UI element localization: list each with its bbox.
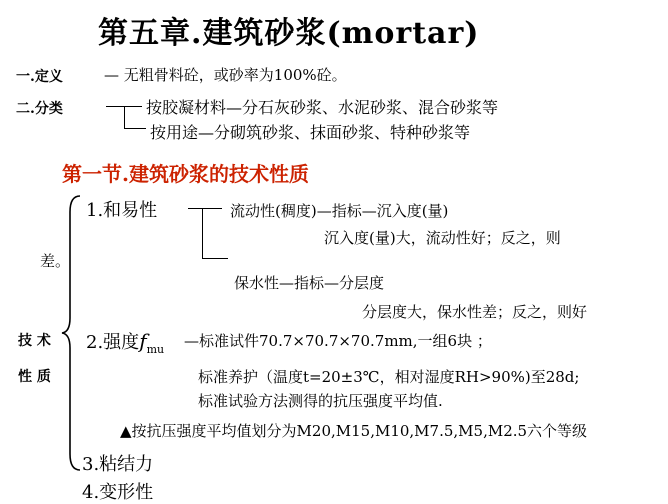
classification-bracket-vertical (124, 106, 125, 128)
water-retention-note: 分层度大，保水性差；反之，则好 (362, 303, 588, 321)
side-label-line2: 性 质 (18, 369, 51, 385)
strength-curing: 标准养护（温度t=20±3℃，相对湿度RH>90%)至28d; (198, 368, 580, 386)
property-deformation: 4.变形性 (82, 482, 154, 503)
workability-bracket-vertical (202, 208, 203, 258)
strength-subscript: mu (146, 343, 165, 356)
fluidity-note-cont: 差。 (40, 252, 71, 270)
water-retention-text: 保水性—指标—分层度 (234, 274, 385, 292)
fluidity-text: 流动性(稠度)—指标—沉入度(量) (230, 202, 449, 220)
properties-brace (58, 192, 86, 474)
strength-specimen: —标准试件70.7×70.7×70.7mm,一组6块 ； (184, 332, 492, 350)
page-title: 第五章.建筑砂浆(mortar) (98, 16, 480, 51)
workability-bracket-bottom (202, 258, 228, 259)
strength-label: 2.强度 (86, 332, 140, 353)
definition-label: 一.定义 (16, 69, 63, 85)
property-workability: 1.和易性 (86, 200, 158, 221)
classification-item-binder: 按胶凝材料—分石灰砂浆、水泥砂浆、混合砂浆等 (146, 98, 499, 117)
property-cohesion: 3.粘结力 (82, 454, 154, 475)
strength-symbol: f (139, 329, 147, 353)
workability-bracket-top (188, 208, 222, 209)
classification-label: 二.分类 (16, 101, 63, 117)
strength-test-method: 标准试验方法测得的抗压强度平均值. (198, 392, 443, 410)
classification-bracket-bottom (124, 128, 146, 129)
property-strength (86, 328, 164, 356)
fluidity-note: 沉入度(量)大，流动性好；反之，则 (324, 229, 561, 247)
definition-text: — 无粗骨料砼，或砂率为100%砼。 (104, 66, 347, 84)
classification-item-usage: 按用途—分砌筑砂浆、抹面砂浆、特种砂浆等 (150, 123, 471, 142)
side-label-line1: 技 术 (18, 333, 51, 349)
strength-grades: ▲按抗压强度平均值划分为M20,M15,M10,M7.5,M5,M2.5六个等级 (120, 422, 588, 440)
section-title: 第一节.建筑砂浆的技术性质 (62, 162, 309, 186)
